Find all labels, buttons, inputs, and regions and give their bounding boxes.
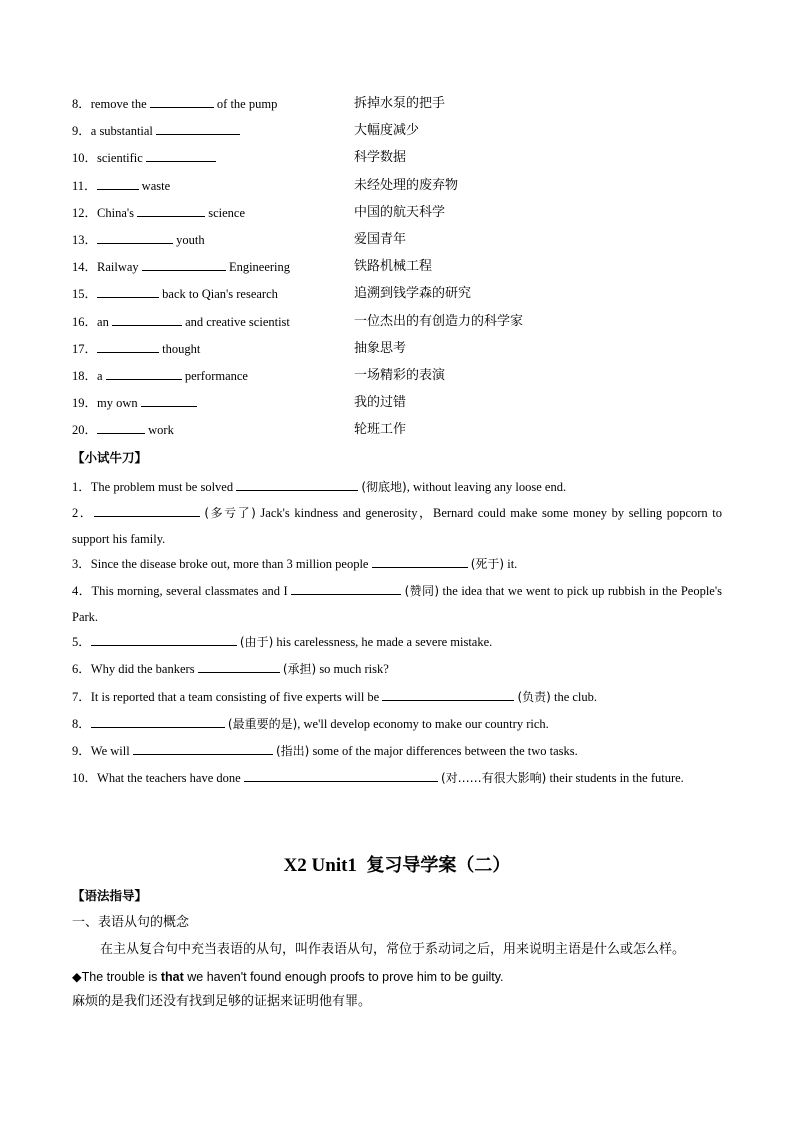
exercise-item — [72, 578, 722, 630]
exercise-item — [72, 474, 722, 500]
vocab-item — [72, 284, 722, 304]
unit-title-en: X2 Unit1 — [283, 855, 357, 876]
vocab-item — [72, 121, 722, 141]
exercise-number: 9． — [72, 744, 91, 758]
vocab-text-before: remove the — [90, 97, 150, 111]
exercise-number: 4． — [72, 584, 92, 598]
example-post: we haven't found enough proofs to prove him to be guilty. — [183, 970, 504, 984]
vocab-item — [72, 176, 722, 196]
exercise-number: 1． — [72, 480, 91, 494]
vocab-chinese: 铁路机械工程 — [354, 259, 433, 275]
vocab-text-after: waste — [138, 178, 171, 193]
vocab-chinese: 科学数据 — [354, 150, 407, 166]
fill-in-blank[interactable] — [156, 121, 240, 135]
vocab-text-before: my own — [97, 396, 141, 411]
exercise-number: 5． — [72, 635, 91, 649]
vocab-number: 14． — [72, 260, 98, 275]
exercise-text-before: What the teachers have done — [97, 771, 244, 785]
exercise-text-after: the idea that we went to pick up rubbish in the People's Park. — [72, 584, 722, 624]
vocab-chinese: 追溯到钱学森的研究 — [354, 286, 472, 302]
vocab-chinese: 我的过错 — [354, 395, 407, 411]
exercise-hint: (承担) — [282, 662, 317, 676]
vocab-item — [72, 94, 722, 114]
exercise-text-after: so much risk? — [316, 662, 389, 676]
fill-in-blank[interactable] — [97, 339, 159, 353]
vocab-english — [72, 393, 197, 413]
vocab-text-after: of the pump — [213, 97, 278, 111]
vocab-number: 17． — [72, 341, 98, 356]
exercise-hint: (多亏了) — [204, 506, 256, 520]
exercise-item — [72, 738, 722, 764]
exercise-number: 8． — [72, 717, 91, 731]
vocab-english — [72, 420, 174, 440]
exercise-number: 6． — [72, 662, 91, 676]
exercise-item — [72, 500, 722, 552]
vocab-text-after: youth — [173, 233, 205, 247]
vocab-text-after: Engineering — [225, 260, 291, 275]
fill-in-blank[interactable] — [97, 420, 145, 434]
vocab-number: 15． — [72, 287, 98, 302]
example-sentence — [72, 966, 732, 988]
fill-in-blank[interactable] — [236, 477, 358, 491]
vocab-number: 19． — [72, 396, 98, 411]
example-pre: The trouble is — [81, 970, 161, 984]
fill-in-blank[interactable] — [244, 768, 438, 782]
exercise-hint: (对……有很大影响) — [440, 771, 547, 785]
vocab-number: 9． — [72, 124, 91, 139]
vocab-chinese: 拆掉水泵的把手 — [354, 96, 446, 111]
vocab-item — [72, 312, 722, 332]
vocab-text-before: an — [97, 314, 112, 329]
vocab-number: 18． — [72, 369, 98, 383]
vocab-chinese: 爱国青年 — [354, 232, 407, 247]
vocab-number: 13． — [72, 233, 98, 247]
vocab-number: 10． — [72, 151, 98, 166]
exercise-text-after: his carelessness, he made a severe mistake. — [273, 635, 493, 649]
exercise-text-after: , without leaving any loose end. — [406, 480, 567, 494]
unit-title — [0, 852, 794, 880]
exercise-text-after: , we'll develop economy to make our country rich. — [297, 717, 549, 731]
exercise-text-before: Why did the bankers — [90, 662, 198, 676]
exercise-item — [72, 656, 722, 682]
vocab-item — [72, 230, 722, 250]
concept-text: 在主从复合句中充当表语的从句，叫作表语从句，常位于系动词之后，用来说明主语是什么或怎么样。 — [100, 942, 686, 957]
vocab-text-after: back to Qian's research — [159, 287, 278, 302]
vocab-chinese: 中国的航天科学 — [354, 204, 446, 220]
exercise-hint: (死于) — [470, 557, 505, 571]
vocab-item — [72, 366, 722, 386]
exercise-text-before: It is reported that a team consisting of five experts will be — [90, 690, 383, 704]
vocab-number: 16． — [72, 314, 98, 329]
vocab-text-after: performance — [181, 369, 248, 383]
vocab-chinese: 轮班工作 — [354, 422, 407, 438]
exercise-hint: (由于) — [239, 635, 274, 649]
section-grammar-heading: 【语法指导】 — [72, 888, 148, 903]
fill-in-blank[interactable] — [137, 203, 205, 217]
exercise-number: 3． — [72, 557, 91, 571]
fill-in-blank[interactable] — [112, 312, 182, 326]
vocab-item — [72, 420, 722, 440]
fill-in-blank[interactable] — [150, 94, 214, 108]
vocab-chinese: 一场精彩的表演 — [354, 368, 446, 383]
exercise-hint: (指出) — [275, 744, 310, 758]
fill-in-blank[interactable] — [133, 741, 273, 755]
vocab-english — [72, 94, 277, 114]
vocab-chinese: 抽象思考 — [354, 340, 407, 356]
vocab-english — [72, 257, 290, 277]
fill-in-blank[interactable] — [106, 366, 182, 380]
vocab-english — [72, 121, 240, 141]
exercise-hint: (赞同) — [404, 584, 440, 598]
fill-in-blank[interactable] — [198, 659, 280, 673]
unit-title-zh: 复习导学案（二） — [366, 855, 511, 876]
exercise-text-before: The problem must be solved — [90, 480, 237, 494]
vocab-text-after: science — [205, 205, 246, 220]
exercise-item — [72, 765, 722, 791]
vocab-item — [72, 257, 722, 277]
example-bold: that — [160, 970, 184, 984]
fill-in-blank[interactable] — [91, 714, 225, 728]
vocab-english — [72, 176, 170, 196]
example-bullet: ◆ — [72, 970, 82, 984]
vocab-item — [72, 393, 722, 413]
exercise-number: 2． — [72, 506, 94, 520]
example-translation: 麻烦的是我们还没有找到足够的证据来证明他有罪。 — [72, 994, 372, 1009]
exercise-item — [72, 629, 722, 655]
exercise-text-after: it. — [504, 557, 518, 571]
vocab-chinese: 大幅度减少 — [354, 123, 420, 139]
exercise-text-after: their students in the future. — [546, 771, 684, 785]
fill-in-blank[interactable] — [97, 284, 159, 298]
exercise-text-after: Jack's kindness and generosity，Bernard could make some money by selling popcorn to support his family. — [72, 506, 723, 546]
vocab-english — [72, 230, 205, 250]
exercise-hint: (负责) — [517, 690, 551, 704]
exercise-item — [72, 551, 722, 577]
exercise-hint: (最重要的是) — [227, 717, 298, 731]
vocab-text-after: work — [145, 423, 174, 438]
exercise-item — [72, 711, 722, 737]
vocab-text-before: Railway — [97, 260, 142, 275]
vocab-item — [72, 148, 722, 168]
exercise-text-before: This morning, several classmates and I — [91, 584, 292, 598]
vocab-english — [72, 203, 245, 223]
vocab-item — [72, 339, 722, 359]
vocab-text-before: scientific — [97, 151, 146, 166]
vocab-number: 8． — [72, 97, 91, 111]
fill-in-blank[interactable] — [94, 503, 200, 517]
vocab-text-before: a substantial — [90, 124, 157, 139]
fill-in-blank[interactable] — [141, 393, 197, 407]
vocab-number: 12． — [72, 205, 98, 220]
fill-in-blank[interactable] — [146, 148, 216, 162]
exercise-text-after: some of the major differences between the two tasks. — [309, 744, 578, 758]
fill-in-blank[interactable] — [97, 230, 173, 244]
fill-in-blank[interactable] — [382, 687, 514, 701]
fill-in-blank[interactable] — [142, 257, 226, 271]
fill-in-blank[interactable] — [91, 632, 237, 646]
fill-in-blank[interactable] — [291, 581, 401, 595]
vocab-text-after: thought — [159, 341, 201, 356]
vocab-english — [72, 284, 278, 304]
exercise-number: 10． — [72, 771, 98, 785]
exercise-number: 7． — [72, 690, 91, 704]
vocab-english — [72, 148, 216, 168]
exercise-text-before: Since the disease broke out, more than 3 million people — [90, 557, 372, 571]
exercise-item — [72, 684, 722, 710]
vocab-english — [72, 366, 248, 386]
vocab-english — [72, 339, 200, 359]
vocab-item — [72, 203, 722, 223]
vocab-number: 11． — [72, 178, 97, 193]
vocab-text-before: a — [97, 369, 106, 383]
vocab-chinese: 一位杰出的有创造力的科学家 — [354, 313, 524, 329]
concept-heading: 一、表语从句的概念 — [72, 915, 190, 930]
vocab-chinese: 未经处理的废弃物 — [354, 177, 459, 193]
exercise-hint: (彻底地) — [361, 480, 407, 494]
vocab-text-after: and creative scientist — [181, 314, 290, 329]
exercise-text-before: We will — [90, 744, 133, 758]
fill-in-blank[interactable] — [372, 554, 468, 568]
exercise-text-after: the club. — [550, 690, 598, 704]
section-practice-heading: 【小试牛刀】 — [72, 450, 148, 465]
vocab-text-before: China's — [97, 205, 138, 220]
fill-in-blank[interactable] — [97, 176, 139, 190]
vocab-english — [72, 312, 290, 332]
vocab-number: 20． — [72, 423, 98, 438]
